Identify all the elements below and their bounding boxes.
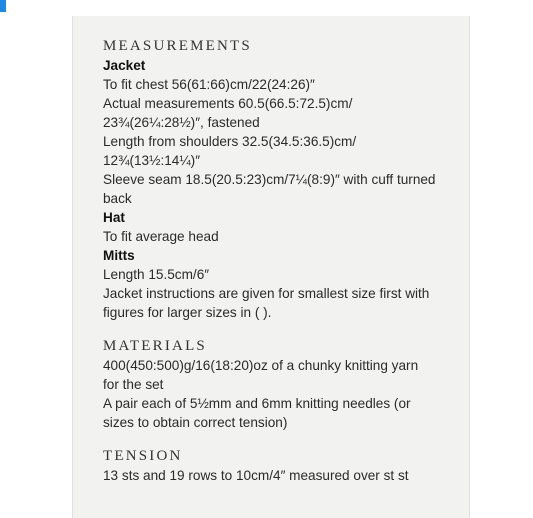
jacket-title: Jacket [103,58,146,73]
mitts-line-instructions-cont: figures for larger sizes in ( ). [103,305,272,320]
jacket-line-length: Length from shoulders 32.5(34.5:36.5)cm/ [103,134,357,149]
jacket-line-actual: Actual measurements 60.5(66.5:72.5)cm/ [103,96,353,111]
materials-line-yarn: 400(450:500)g/16(18:20)oz of a chunky knitting yarn [103,358,419,373]
jacket-line-sleeve: Sleeve seam 18.5(20.5:23)cm/7¼(8:9)″ with cuff turned [103,172,436,187]
materials-line-yarn-cont: for the set [103,377,164,392]
jacket-line-sleeve-cont: back [103,191,132,206]
mitts-line-length: Length 15.5cm/6″ [103,267,210,282]
pattern-page [72,16,470,518]
hat-title: Hat [103,210,125,225]
jacket-line-actual-cont: 23¾(26¼:28½)″, fastened [103,115,260,130]
pattern-text [103,36,463,485]
corner-marker [0,0,6,12]
materials-heading: MATERIALS [103,338,207,354]
materials-line-needles-cont: sizes to obtain correct tension) [103,415,288,430]
tension-heading: TENSION [103,448,183,464]
materials-line-needles: A pair each of 5½mm and 6mm knitting needles (or [103,396,411,411]
measurements-heading: MEASUREMENTS [103,38,252,54]
tension-line-gauge: 13 sts and 19 rows to 10cm/4″ measured over st st [103,468,409,483]
jacket-line-chest: To fit chest 56(61:66)cm/22(24:26)″ [103,77,315,92]
mitts-line-instructions: Jacket instructions are given for smallest size first with [103,286,430,301]
hat-line-fit: To fit average head [103,229,219,244]
mitts-title: Mitts [103,248,135,263]
jacket-line-length-cont: 12¾(13½:14¼)″ [103,153,201,168]
